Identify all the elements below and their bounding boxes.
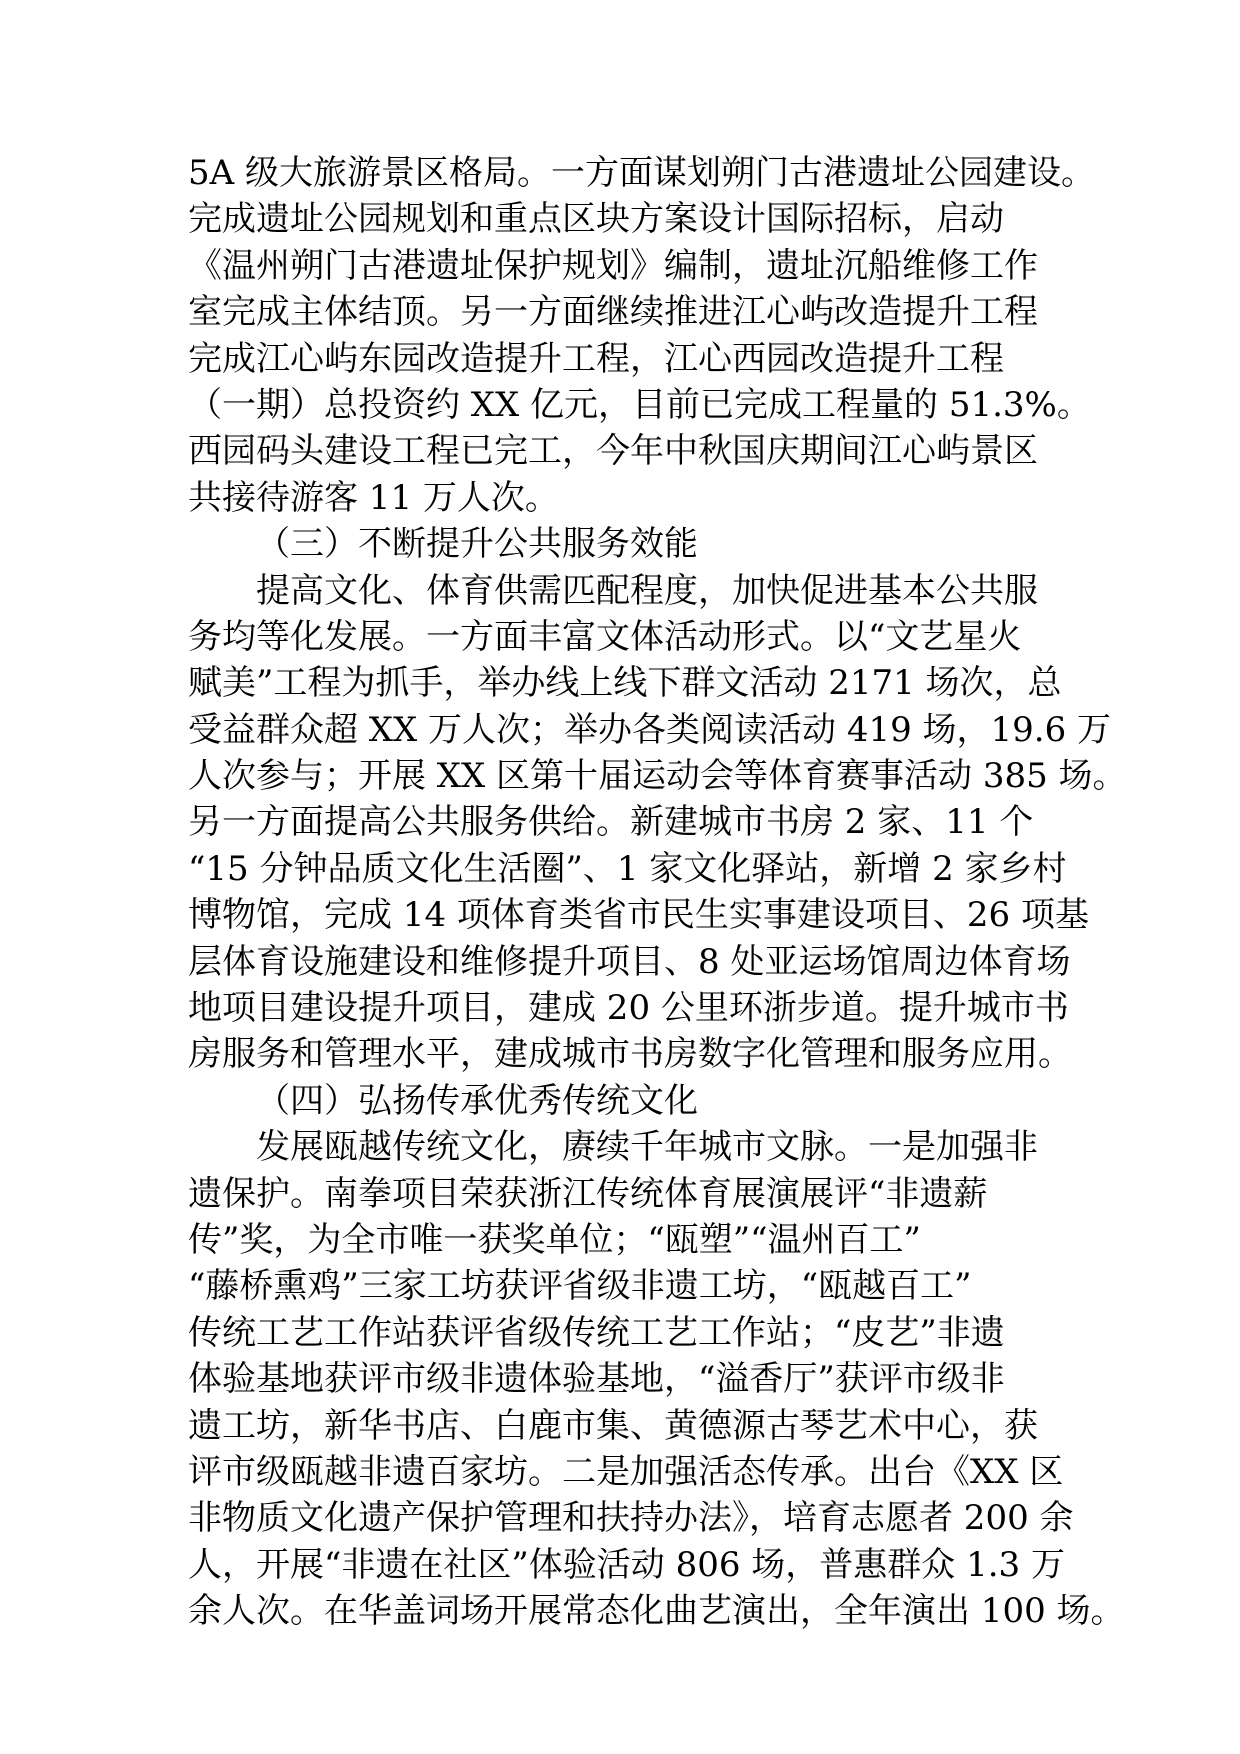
text-line: 传”奖，为全市唯一获奖单位；“瓯塑”“温州百工” — [188, 1219, 921, 1260]
section-heading: （三）不断提升公共服务效能 — [256, 524, 698, 565]
text-line: 受益群众超 XX 万人次；举办各类阅读活动 419 场，19.6 万 — [188, 709, 1112, 750]
text-line: 余人次。在华盖词场开展常态化曲艺演出，全年演出 100 场。 — [188, 1591, 1125, 1632]
text-line: 层体育设施建设和维修提升项目、8 处亚运场馆周边体育场 — [188, 941, 1071, 982]
text-line: “15 分钟品质文化生活圈”、1 家文化驿站，新增 2 家乡村 — [188, 848, 1067, 889]
text-line: 西园码头建设工程已完工，今年中秋国庆期间江心屿景区 — [188, 431, 1038, 472]
text-line: 人次参与；开展 XX 区第十届运动会等体育赛事活动 385 场。 — [188, 756, 1127, 797]
text-line: 评市级瓯越非遗百家坊。二是加强活态传承。出台《XX 区 — [188, 1451, 1064, 1492]
paragraph-first-line: 提高文化、体育供需匹配程度，加快促进基本公共服 — [256, 570, 1038, 611]
text-line: 房服务和管理水平，建成城市书房数字化管理和服务应用。 — [188, 1034, 1072, 1075]
text-line: 室完成主体结顶。另一方面继续推进江心屿改造提升工程 — [188, 292, 1038, 333]
text-line: 5A 级大旅游景区格局。一方面谋划朔门古港遗址公园建设。 — [188, 153, 1095, 193]
text-line: 《温州朔门古港遗址保护规划》编制，遗址沉船维修工作 — [188, 245, 1038, 286]
text-line: 人，开展“非遗在社区”体验活动 806 场，普惠群众 1.3 万 — [188, 1544, 1065, 1585]
text-line: 地项目建设提升项目，建成 20 公里环浙步道。提升城市书 — [188, 988, 1069, 1029]
text-line: 遗保护。南拳项目荣获浙江传统体育展演展评“非遗薪 — [188, 1173, 988, 1214]
text-line: 博物馆，完成 14 项体育类省市民生实事建设项目、26 项基 — [188, 895, 1089, 936]
section-heading: （四）弘扬传承优秀传统文化 — [256, 1080, 698, 1121]
text-line: 共接待游客 11 万人次。 — [188, 477, 559, 518]
text-line: 赋美”工程为抓手，举办线上线下群文活动 2171 场次，总 — [188, 663, 1062, 704]
text-line: （一期）总投资约 XX 亿元，目前已完成工程量的 51.3%。 — [188, 384, 1091, 425]
text-line: 务均等化发展。一方面丰富文体活动形式。以“文艺星火 — [188, 616, 1022, 657]
text-line: 另一方面提高公共服务供给。新建城市书房 2 家、11 个 — [188, 802, 1034, 843]
document-body — [188, 150, 1127, 1635]
text-line: 遗工坊，新华书店、白鹿市集、黄德源古琴艺术中心，获 — [188, 1405, 1038, 1446]
text-line: 完成遗址公园规划和重点区块方案设计国际招标，启动 — [188, 199, 1004, 240]
text-line: “藤桥熏鸡”三家工坊获评省级非遗工坊，“瓯越百工” — [188, 1266, 972, 1307]
text-line: 完成江心屿东园改造提升工程，江心西园改造提升工程 — [188, 338, 1004, 379]
text-line: 非物质文化遗产保护管理和扶持办法》，培育志愿者 200 余 — [188, 1498, 1074, 1539]
text-line: 传统工艺工作站获评省级传统工艺工作站；“皮艺”非遗 — [188, 1312, 1005, 1353]
paragraph-first-line: 发展瓯越传统文化，赓续千年城市文脉。一是加强非 — [256, 1127, 1038, 1168]
text-line: 体验基地获评市级非遗体验基地，“溢香厅”获评市级非 — [188, 1359, 1005, 1400]
